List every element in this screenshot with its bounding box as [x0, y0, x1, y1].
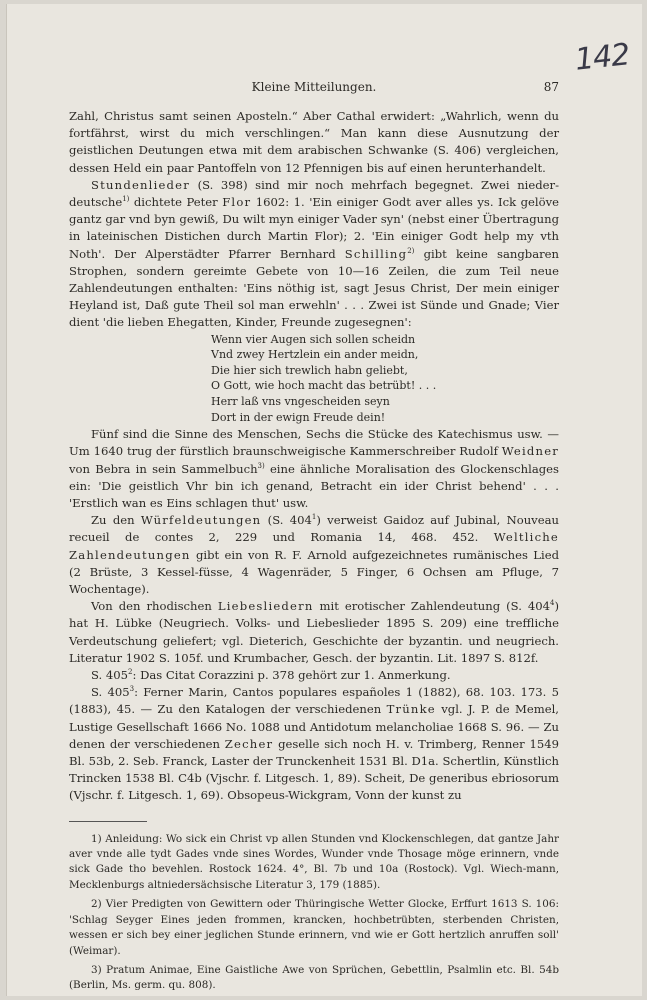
- main-text: [69, 108, 559, 998]
- poem-line: Die hier sich trewlich habn geliebt,: [211, 363, 408, 377]
- page: [6, 4, 642, 996]
- superscript: 3: [129, 685, 135, 694]
- name-flor: Flor: [222, 195, 252, 210]
- text: dichtete Peter: [129, 195, 223, 210]
- text: geselle sich noch H. v. Trimberg, Renner 1549 Bl. 53b, 2. Seb. Franck, Laster der Trunckenheit 1531 Bl. D1a. Schertlin, Künstlich Trincken 1538 Bl. C4b (Vjschr. f. Litgesch. 1, 89). Scheit, De generibus ebriosorum (Vjschr. f. Litgesch. 1, 69). Obsopeus-Wickgram, Vonn der kunst zu: [69, 736, 560, 803]
- term-zecher: Zecher: [224, 736, 274, 751]
- footnotes: [69, 832, 559, 994]
- text: vgl. J. P. de Memel, Lustige Gesellschaft 1666 No. 1088 und Antidotum melancholiae 1668 S. 96. — Zu denen der verschiedenen: [69, 702, 559, 751]
- page-number: 87: [543, 80, 559, 94]
- poem-line: Vnd zwey Hertzlein ein ander meidn,: [211, 348, 419, 362]
- text: mit erotischer Zahlendeutung (S. 404: [313, 599, 551, 614]
- poem-line: Herr laß vns vngescheiden seyn: [211, 395, 390, 409]
- text: gibt keine sangbaren Strophen, sondern gereimte Gebete von 10—16 Zeilen, die zum Teil neue Zahlendeutungen enthalten: 'Eins nöthig ist, sagt Jesus Christ, Der mein einiger Heyland ist, Daß gute Theil sol man erwehln' . . . Zwei ist Sünde und Gnade; Vier dient 'die lieben Ehegatten, Kinder, Freunde zugesegnen':: [69, 246, 559, 330]
- poem: [211, 332, 559, 426]
- text: : Ferner Marin, Cantos populares españoles 1 (1882), 68. 103. 173. 5 (1883), 45. — Zu den Katalogen der verschiedenen: [69, 685, 559, 717]
- term-liebesliedern: Liebesliedern: [217, 599, 314, 614]
- text: 1602: 1. 'Ein einiger Godt aver alles ys. Ick gelöve gantz gar vnd byn gewiß, Du wilt myn einiger Vader syn' (nebst einer Übertragung in lateinischen Distichen durch Martin Flor); 2. 'Ein einiger Godt help my vth Noth'. Der Alperstädter Pfarrer Bernhard: [69, 195, 560, 261]
- term-truenke: Trünke: [386, 702, 436, 717]
- footnote-ref-1: 1): [122, 195, 130, 204]
- name-weidner: Weidner: [501, 444, 559, 459]
- text: ) hat H. Lübke (Neugriech. Volks- und Liebeslieder 1895 S. 209) eine treffliche Verdeutschung geliefert; vgl. Dieterich, Geschichte der byzantin. und neugriech. Literatur 1902 S. 105f. und Krumbacher, Gesch. der byzantin. Lit. 1897 S. 812f.: [69, 599, 560, 665]
- superscript: 4: [550, 599, 555, 608]
- text: Fünf sind die Sinne des Menschen, Sechs die Stücke des Katechismus usw. — Um 1640 trug der fürstlich braunschweigische Kammerschreiber Rudolf: [69, 427, 559, 459]
- footnote-2: 2) Vier Predigten von Gewittern oder Thüringische Wetter Glocke, Erffurt 1613 S. 106: 'Schlag Seyger Eines jeden frommen, krancken, hochbetrübten, sterbenden Christen, wessen er sich bey einer jeglichen Stunde erinnern, vnd wie er Gott hertzlich anruffen soll' (Weimar).: [69, 898, 559, 957]
- text: : Das Citat Corazzini p. 378 gehört zur 1. Anmerkung.: [132, 668, 451, 683]
- name-schilling: Schilling: [344, 246, 408, 261]
- text: (S. 404: [261, 513, 312, 528]
- paragraph-sinne: [69, 426, 559, 512]
- paragraph-wuerfeldeutungen: [69, 512, 559, 598]
- footnote-1: 1) Anleidung: Wo sick ein Christ vp allen Stunden vnd Klockenschlegen, dat gantze Jahr aver vnde alle tydt Gades vnde sines Wordes, Wunder vnde Thosage möge erinnern, vnde sick Gade tho bevehlen. Rostock 1624. 4°, Bl. 7b und 10a (Rostock). Vgl. Wiech-mann, Mecklenburgs altniedersächsische Literatur 3, 179 (1885).: [69, 832, 559, 891]
- text: ) verweist Gaidoz auf Jubinal, Nouveau recueil de contes 2, 229 und Romania 14, 468. 452.: [69, 513, 559, 545]
- term-weltliche-zahlendeutungen: Weltliche Zahlendeutungen: [69, 530, 559, 562]
- paragraph-405-2: [69, 667, 559, 684]
- footnote-divider: [69, 821, 147, 822]
- superscript: 2: [128, 668, 133, 677]
- text: Von den rhodischen: [91, 599, 218, 614]
- text: von Bebra in sein Sammelbuch: [69, 461, 258, 476]
- poem-line: O Gott, wie hoch macht das betrübt! . . .: [211, 379, 437, 393]
- text: S. 405: [91, 668, 129, 683]
- superscript: 1: [311, 513, 317, 522]
- term-stundenlieder: Stundenlieder: [91, 177, 190, 192]
- footnote-ref-3: 3): [257, 461, 265, 470]
- text: eine ähnliche Moralisation des Glockenschlages ein: 'Die geistlich Vhr bin ich genand, Betracht ein ider Christ behend' . . . 'Erstlich wan es Eins schlagen thut' usw.: [69, 461, 559, 511]
- term-wuerfeldeutungen: Würfeldeutungen: [140, 513, 262, 528]
- paragraph-405-3: [69, 684, 559, 804]
- poem-line: Wenn vier Augen sich sollen scheidn: [211, 332, 416, 346]
- footnote-3: 3) Pratum Animae, Eine Gaistliche Awe von Sprüchen, Gebettlin, Psalmlin etc. Bl. 54b (Berlin, Ms. germ. qu. 808).: [69, 963, 559, 992]
- text: Zu den: [91, 513, 141, 528]
- text: gibt ein von R. F. Arnold aufgezeichnetes rumänisches Lied (2 Brüste, 3 Kessel-füsse, 4 Wagenräder, 5 Finger, 6 Ochsen am Pfluge, 7 Wochentage).: [69, 547, 559, 597]
- running-title: Kleine Mitteilungen.: [251, 80, 377, 94]
- poem-line: Dort in der ewign Freude dein!: [211, 410, 386, 424]
- paragraph-stundenlieder: [69, 177, 559, 332]
- text: S. 405: [91, 685, 130, 700]
- text: (S. 398) sind mir noch mehrfach begegnet. Zwei nieder-deutsche: [69, 177, 559, 210]
- paragraph-liebeslieder: [69, 598, 559, 667]
- running-header: [69, 80, 559, 96]
- footnote-ref-2: 2): [407, 246, 415, 255]
- paragraph-1: Zahl, Christus samt seinen Aposteln.“ Aber Cathal erwidert: „Wahrlich, wenn du fortfährst, wirst du mich verschlingen.“ Man kann diese Ausnutzung der geistlichen Deutungen etwa mit dem arabischen Schwanke (S. 406) vergleichen, dessen Held ein paar Pantoffeln von 12 Pfennigen bis auf einen herunterhandelt.: [69, 109, 559, 175]
- handwritten-page-annotation: 142: [573, 37, 631, 78]
